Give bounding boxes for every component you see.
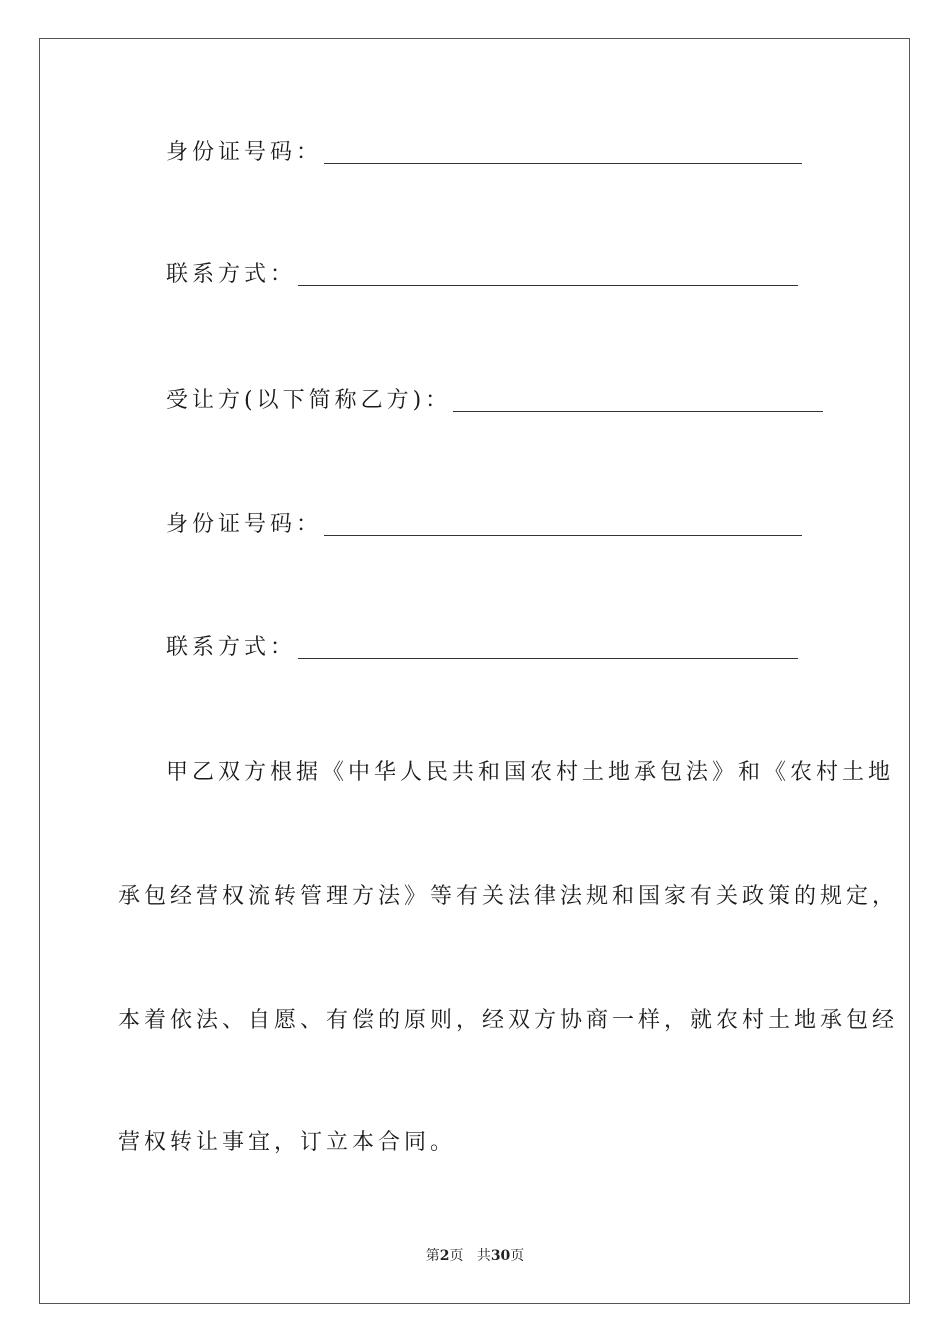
field-label: 身份证号码： — [166, 512, 323, 537]
page-footer — [0, 1245, 950, 1265]
footer-total-prefix: 共 — [476, 1248, 491, 1264]
current-page-number: 2 — [439, 1248, 450, 1264]
fill-blank-line[interactable] — [453, 389, 823, 412]
field-label: 身份证号码： — [166, 140, 323, 165]
field-contact-party-a — [166, 250, 798, 290]
fill-blank-line[interactable] — [324, 141, 802, 164]
field-id-number-party-a — [166, 128, 802, 168]
paragraph-line: 甲乙双方根据《中华人民共和国农村土地承包法》和《农村土地 — [166, 760, 895, 785]
fill-blank-line[interactable] — [298, 636, 798, 659]
fill-blank-line[interactable] — [324, 513, 802, 536]
paragraph-line: 承包经营权流转管理方法》等有关法律法规和国家有关政策的规定， — [118, 884, 899, 909]
field-label: 联系方式： — [166, 262, 297, 287]
total-pages-number: 30 — [490, 1248, 511, 1264]
paragraph-line: 本着依法、自愿、有偿的原则，经双方协商一样，就农村土地承包经 — [118, 1008, 899, 1033]
field-contact-party-b — [166, 623, 798, 663]
footer-prefix: 第 — [425, 1248, 440, 1264]
field-id-number-party-b — [166, 500, 802, 540]
field-transferee — [166, 376, 823, 416]
page-border — [39, 38, 910, 1304]
field-label: 联系方式： — [166, 635, 297, 660]
paragraph-line: 营权转让事宜，订立本合同。 — [118, 1130, 457, 1155]
footer-page-unit: 页 — [449, 1248, 464, 1264]
fill-blank-line[interactable] — [298, 263, 798, 286]
footer-total-unit: 页 — [510, 1248, 525, 1264]
field-label: 受让方(以下简称乙方)： — [166, 388, 452, 413]
